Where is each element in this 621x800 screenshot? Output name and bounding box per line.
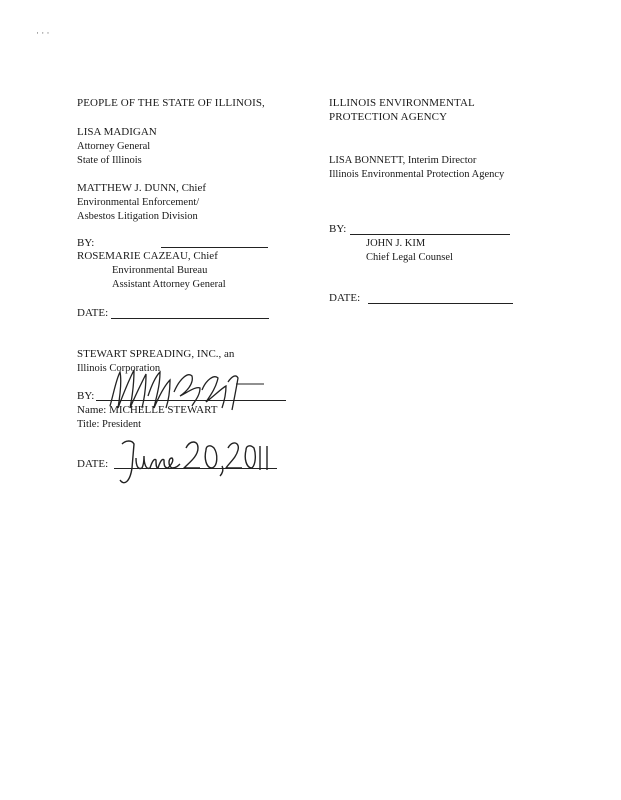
bonnett-title: Illinois Environmental Protection Agency [329, 169, 505, 180]
scan-marks: · · · [36, 28, 50, 38]
left-by-label: BY: [77, 237, 95, 249]
stewart-title: Title: President [77, 419, 142, 430]
kim-title: Chief Legal Counsel [366, 252, 453, 263]
dunn-title-2: Asbestos Litigation Division [77, 211, 198, 222]
ag-name: LISA MADIGAN [77, 126, 157, 138]
company-line-2: Illinois Corporation [77, 363, 161, 374]
agency-line-1: ILLINOIS ENVIRONMENTAL [329, 97, 475, 109]
agency-line-2: PROTECTION AGENCY [329, 111, 448, 123]
ag-title-2: State of Illinois [77, 155, 142, 166]
stewart-by-label: BY: [77, 390, 95, 402]
right-by-label: BY: [329, 223, 347, 235]
bonnett-name: LISA BONNETT, Interim Director [329, 155, 477, 166]
stewart-date-label: DATE: [77, 458, 109, 470]
company-line-1: STEWART SPREADING, INC., an [77, 348, 235, 360]
right-date-label: DATE: [329, 292, 361, 304]
left-by-signature-line [161, 247, 268, 248]
handwritten-signature [96, 362, 276, 414]
right-by-signature-line [350, 234, 510, 235]
people-heading: PEOPLE OF THE STATE OF ILLINOIS, [77, 97, 265, 109]
left-date-label: DATE: [77, 307, 109, 319]
right-date-line [368, 303, 513, 304]
dunn-name: MATTHEW J. DUNN, Chief [77, 182, 207, 194]
handwritten-date [114, 434, 274, 490]
stewart-name: Name: MICHELLE STEWART [77, 404, 218, 416]
ag-title-1: Attorney General [77, 141, 151, 152]
cazeau-title-2: Assistant Attorney General [112, 279, 226, 290]
cazeau-name: ROSEMARIE CAZEAU, Chief [77, 250, 218, 262]
left-date-line [111, 318, 269, 319]
dunn-title-1: Environmental Enforcement/ [77, 197, 200, 208]
kim-name: JOHN J. KIM [366, 238, 426, 249]
cazeau-title-1: Environmental Bureau [112, 265, 208, 276]
